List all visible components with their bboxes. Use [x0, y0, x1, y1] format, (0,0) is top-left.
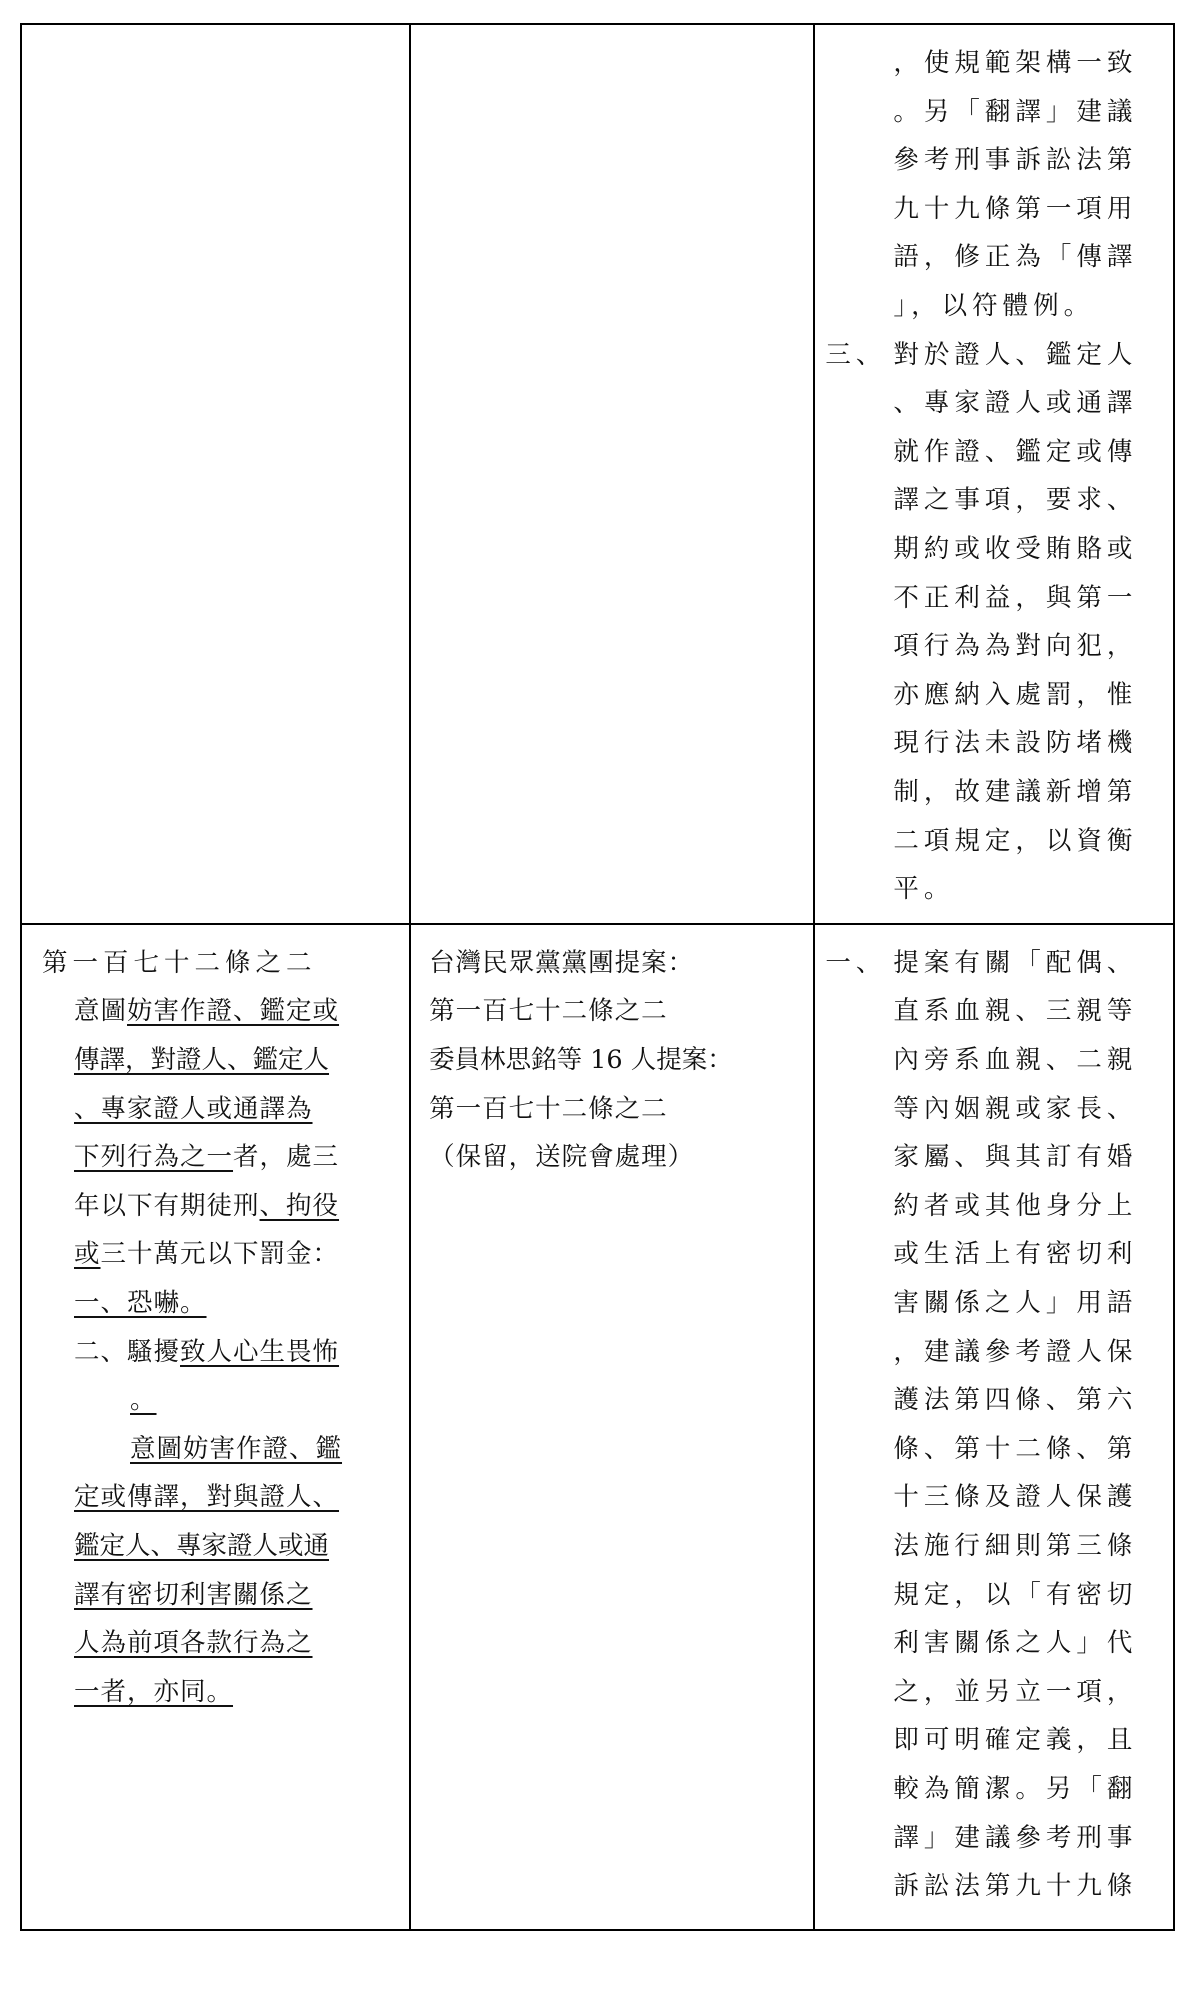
article-line: 傳譯，對證人、鑑定人 — [74, 1045, 330, 1076]
article-line: 鑑定人、專家證人或通 — [74, 1530, 330, 1561]
article-line: 意圖妨害作證、鑑 — [130, 1433, 343, 1464]
article-line: 、專家證人或通譯為 — [74, 1093, 313, 1124]
explanation-line: ，建議參考證人保 — [893, 1336, 1138, 1367]
explanation-line: 規定，以「有密切 — [893, 1579, 1138, 1610]
explanation-line: 」，以符體例。 — [893, 290, 1095, 321]
item-number: 一、 — [825, 947, 887, 978]
article-line: 下列行為之一者，處三 — [74, 1142, 340, 1173]
proposal-line: 委員林思銘等 16 人提案： — [429, 1045, 733, 1076]
proposal-line: 第一百七十二條之二 — [429, 1093, 668, 1124]
article-item: 二、騷擾致人心生畏怖 — [74, 1336, 340, 1367]
explanation-line: 不正利益，與第一 — [893, 582, 1138, 613]
article-item: 一、恐嚇。 — [74, 1287, 207, 1318]
explanation-line: 等內姻親或家長、 — [893, 1093, 1138, 1124]
table-row — [21, 924, 1174, 1930]
explanation-line: 、專家證人或通譯 — [893, 388, 1138, 419]
explanation-line: 訴訟法第九十九條 — [893, 1871, 1138, 1902]
explanation-line: 現行法未設防堵機 — [893, 728, 1138, 759]
table-cell-amendment — [21, 24, 410, 924]
article-line: 年以下有期徒刑、拘役 — [74, 1190, 340, 1221]
explanation-line: 法施行細則第三條 — [893, 1530, 1138, 1561]
table-row — [21, 24, 1174, 924]
item-number: 三、 — [825, 339, 887, 370]
explanation-item-heading: 三、 對於證人、鑑定人 — [825, 331, 1163, 380]
explanation-line: 家屬、與其訂有婚 — [893, 1142, 1138, 1173]
explanation-line: 亦應納入處罰，惟 — [893, 679, 1138, 710]
table-cell-explanation — [814, 924, 1174, 1930]
article-line: 人為前項各款行為之 — [74, 1628, 313, 1659]
explanation-line: 或生活上有密切利 — [893, 1239, 1138, 1270]
explanation-line: 二項規定，以資衡 — [893, 825, 1138, 856]
table-cell-amendment — [21, 924, 410, 1930]
explanation-line: ，使規範架構一致 — [893, 48, 1138, 78]
explanation-line: 利害關係之人」代 — [893, 1628, 1138, 1659]
explanation-line: 約者或其他身分上 — [893, 1190, 1138, 1221]
explanation-line: 之，並另立一項， — [893, 1676, 1138, 1707]
explanation-line: 項行為為對向犯， — [893, 631, 1138, 662]
explanation-line: 期約或收受賄賂或 — [893, 533, 1138, 564]
proposal-line: 台灣民眾黨黨團提案： — [429, 947, 695, 978]
explanation-line: 條、第十二條、第 — [893, 1433, 1138, 1464]
explanation-line: 。另「翻譯」建議 — [893, 96, 1138, 127]
explanation-line: 譯」建議參考刑事 — [893, 1822, 1138, 1853]
explanation-line: 就作證、鑑定或傳 — [893, 436, 1138, 467]
explanation-line: 制，故建議新增第 — [893, 776, 1138, 807]
article-line: 一者，亦同。 — [74, 1676, 234, 1707]
article-line: 定或傳譯，對與證人、 — [74, 1482, 340, 1513]
proposal-line: （保留，送院會處理） — [429, 1142, 695, 1173]
proposal-line: 第一百七十二條之二 — [429, 996, 668, 1027]
explanation-line: 語，修正為「傳譯 — [893, 242, 1138, 273]
explanation-line: 即可明確定義，且 — [893, 1725, 1138, 1756]
comparison-table — [20, 23, 1175, 1931]
article-heading: 第一百七十二條之二 — [42, 947, 317, 978]
explanation-line: 直系血親、三親等 — [893, 996, 1138, 1027]
explanation-line: 平。 — [893, 874, 955, 905]
table-cell-proposal — [410, 924, 814, 1930]
article-line: 譯有密切利害關係之 — [74, 1579, 313, 1610]
table-cell-proposal — [410, 24, 814, 924]
article-line: 或三十萬元以下罰金： — [74, 1239, 340, 1270]
explanation-line: 護法第四條、第六 — [893, 1385, 1138, 1416]
explanation-line: 譯之事項，要求、 — [893, 485, 1138, 516]
explanation-item-heading: 一、 提案有關「配偶、 — [825, 939, 1163, 988]
explanation-line: 十三條及證人保護 — [893, 1482, 1138, 1513]
explanation-line: 九十九條第一項用 — [893, 193, 1138, 224]
explanation-line: 內旁系血親、二親 — [893, 1045, 1138, 1076]
article-item-continuation: 。 — [130, 1385, 157, 1416]
explanation-line: 較為簡潔。另「翻 — [893, 1773, 1138, 1804]
explanation-line: 參考刑事訴訟法第 — [893, 145, 1138, 176]
table-cell-explanation — [814, 24, 1174, 924]
article-line: 意圖妨害作證、鑑定或 — [74, 996, 340, 1027]
explanation-line: 害關係之人」用語 — [893, 1287, 1138, 1318]
